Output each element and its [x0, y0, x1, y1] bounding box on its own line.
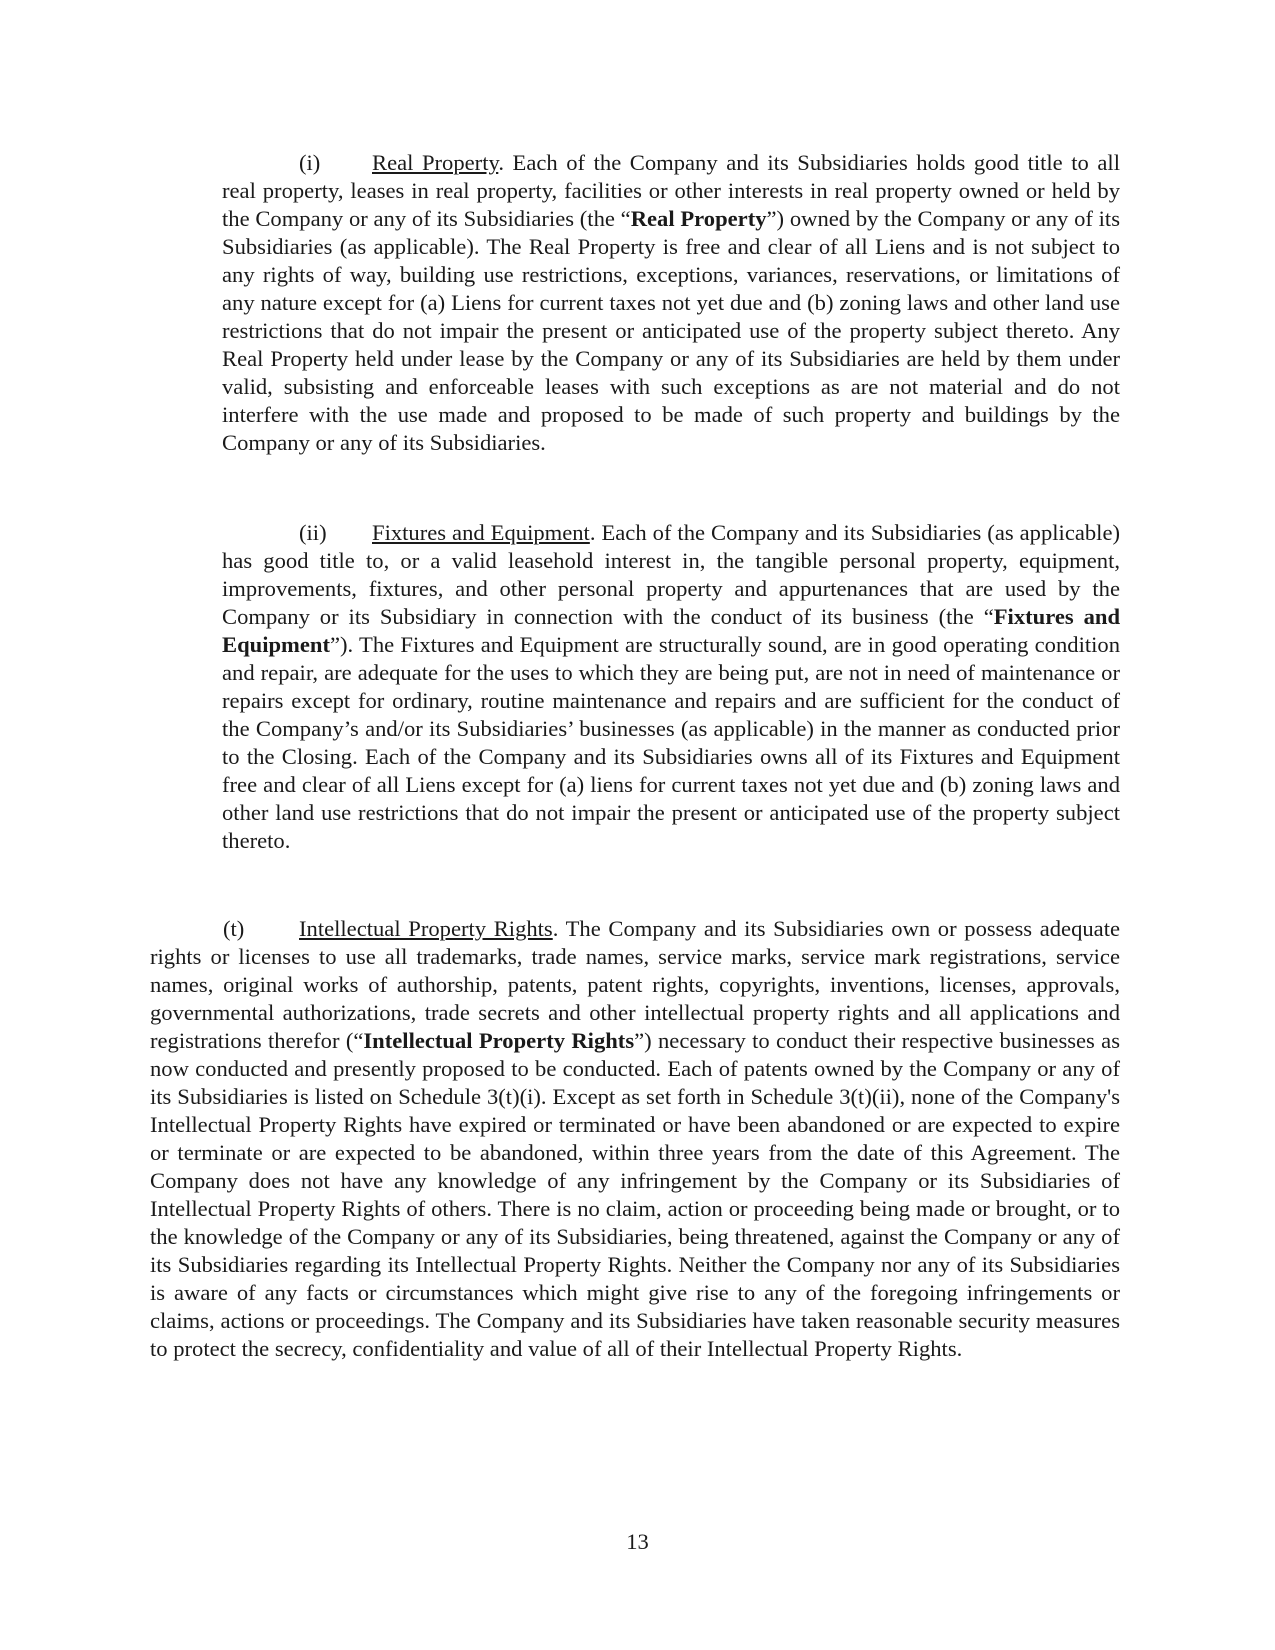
defined-term: Fixtures and Equipment: [222, 604, 1121, 657]
section-text: ”) owned by the Company or any of its Subsidiaries (as applicable). The Real Property is free and clear of all Liens and is not subject to any rights of way, building use restrictions, exceptions, variances, reservations, or limitations of any nature except for (a) Liens for current taxes not yet due and (b) zoning laws and other land use restrictions that do not impair the present or anticipated use of the property subject thereto. Any Real Property held under lease by the Company or any of its Subsidiaries are held by them under valid, subsisting and enforceable leases with such exceptions as are not material and do not interfere with the use made and proposed to be made of such property and buildings by the Company or any of its Subsidiaries.: [222, 206, 1120, 455]
section-text: . Each of the Company and its Subsidiaries (as applicable) has good title to, or a valid leasehold interest in, the tangible personal property, equipment, improvements, fixtures, and other personal property and appurtenances that are used by the Company or its Subsidiary in connection with the conduct of its business (the “: [222, 520, 1120, 629]
section-number: (t): [223, 916, 245, 941]
section-text: ”). The Fixtures and Equipment are structurally sound, are in good operating condition and repair, are adequate for the uses to which they are being put, are not in need of maintenance or repairs except for ordinary, routine maintenance and repairs and are sufficient for the conduct of the Company’s and/or its Subsidiaries’ businesses (as applicable) in the manner as conducted prior to the Closing. Each of the Company and its Subsidiaries owns all of its Fixtures and Equipment free and clear of all Liens except for (a) liens for current taxes not yet due and (b) zoning laws and other land use restrictions that do not impair the present or anticipated use of the property subject thereto.: [222, 632, 1120, 853]
defined-term: Real Property: [630, 206, 767, 231]
section-number: (i): [299, 150, 321, 175]
paragraph-intellectual-property-rights: [150, 915, 1120, 1363]
section-text: . The Company and its Subsidiaries own or possess adequate rights or licenses to use all trademarks, trade names, service marks, service mark registrations, service names, original works of authorship, patents, patent rights, copyrights, inventions, licenses, approvals, governmental authorizations, trade secrets and other intellectual property rights and all applications and registrations therefor (“: [150, 916, 1120, 1053]
section-text: ”) necessary to conduct their respective businesses as now conducted and presently proposed to be conducted. Each of patents owned by the Company or any of its Subsidiaries is listed on Schedule 3(t)(i). Except as set forth in Schedule 3(t)(ii), none of the Company's Intellectual Property Rights have expired or terminated or have been abandoned or are expected to expire or terminate or are expected to be abandoned, within three years from the date of this Agreement. The Company does not have any knowledge of any infringement by the Company or its Subsidiaries of Intellectual Property Rights of others. There is no claim, action or proceeding being made or brought, or to the knowledge of the Company or any of its Subsidiaries, being threatened, against the Company or any of its Subsidiaries regarding its Intellectual Property Rights. Neither the Company nor any of its Subsidiaries is aware of any facts or circumstances which might give rise to any of the foregoing infringements or claims, actions or proceedings. The Company and its Subsidiaries have taken reasonable security measures to protect the secrecy, confidentiality and value of all of their Intellectual Property Rights.: [150, 1028, 1120, 1361]
section-heading: Intellectual Property Rights: [299, 916, 553, 941]
defined-term: Intellectual Property Rights: [363, 1028, 635, 1053]
section-heading: Fixtures and Equipment: [372, 520, 590, 545]
paragraph-fixtures-and-equipment: [222, 519, 1120, 855]
page-number: 13: [626, 1529, 649, 1554]
paragraph-real-property: [222, 149, 1120, 457]
section-heading: Real Property: [372, 150, 499, 175]
section-number: (ii): [299, 520, 327, 545]
section-text: . Each of the Company and its Subsidiaries holds good title to all real property, leases in real property, facilities or other interests in real property owned or held by the Company or any of its Subsidiaries (the “: [222, 150, 1120, 231]
